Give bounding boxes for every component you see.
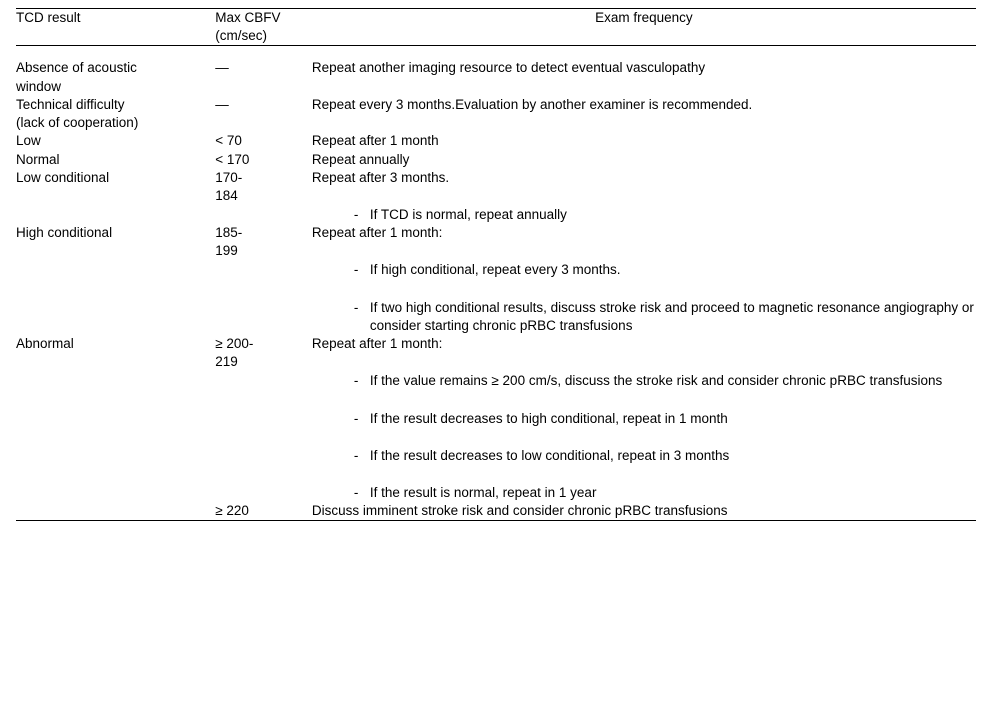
frequency-text: Repeat after 1 month xyxy=(311,133,439,149)
frequency-text: Discuss imminent stroke risk and consider chronic pRBC transfusions xyxy=(311,503,728,519)
bullet-dash-icon: - xyxy=(353,373,359,389)
result-line-1: Low xyxy=(16,133,41,149)
frequency-text: Repeat after 1 month: xyxy=(311,225,443,241)
result-line-1: Abnormal xyxy=(16,336,74,352)
result-line-1: Absence of acoustic xyxy=(16,60,137,76)
frequency-text: Repeat every 3 months.Evaluation by another examiner is recommended. xyxy=(311,96,753,112)
cell-exam-frequency xyxy=(312,96,976,132)
table-header xyxy=(16,9,976,46)
velocity-line-2: 219 xyxy=(215,354,238,370)
bullet-dash-icon: - xyxy=(353,299,359,315)
result-line-1: Normal xyxy=(16,151,60,167)
cell-tcd-result xyxy=(16,224,215,335)
frequency-text: Repeat another imaging resource to detect eventual vasculopathy xyxy=(311,60,706,76)
table-row xyxy=(16,224,976,335)
frequency-text: Repeat after 3 months. xyxy=(311,169,450,185)
table-row xyxy=(16,132,976,150)
result-line-2: window xyxy=(16,78,62,94)
bullet-dash-icon: - xyxy=(353,484,359,500)
cell-exam-frequency xyxy=(312,151,976,169)
cell-max-cbfv: ≥ 220 xyxy=(215,503,249,519)
column-header-tcd-result: TCD result xyxy=(16,10,81,25)
list-item xyxy=(312,484,976,502)
frequency-text: Repeat after 1 month: xyxy=(311,336,443,352)
list-item xyxy=(312,410,976,428)
bullet-text: If the result is normal, repeat in 1 year xyxy=(369,484,597,500)
cell-tcd-result xyxy=(16,132,215,150)
cell-tcd-result xyxy=(16,151,215,169)
column-header-max-cbfv-line2: (cm/sec) xyxy=(215,28,267,44)
table-row xyxy=(16,96,976,132)
cell-max-cbfv: < 70 xyxy=(215,133,242,149)
result-line-2: (lack of cooperation) xyxy=(16,115,139,131)
cell-max-cbfv: — xyxy=(215,60,229,76)
list-item xyxy=(312,261,976,279)
bullet-text: If TCD is normal, repeat annually xyxy=(369,206,567,222)
bullet-dash-icon: - xyxy=(353,410,359,426)
list-item xyxy=(312,447,976,465)
table-row xyxy=(16,169,976,224)
frequency-text: Repeat annually xyxy=(311,151,410,167)
list-item xyxy=(312,206,976,224)
cell-max-cbfv xyxy=(215,169,312,224)
bullet-dash-icon: - xyxy=(353,262,359,278)
cell-exam-frequency xyxy=(312,169,976,224)
cell-max-cbfv: < 170 xyxy=(215,151,250,167)
frequency-bullet-list xyxy=(312,372,976,502)
cell-exam-frequency xyxy=(312,224,976,335)
list-item xyxy=(312,372,976,390)
velocity-line-2: 199 xyxy=(215,243,238,259)
table-row xyxy=(16,502,976,521)
cell-tcd-result xyxy=(16,96,215,132)
bullet-text: If high conditional, repeat every 3 months. xyxy=(369,262,621,278)
cell-tcd-result xyxy=(16,46,215,96)
tcd-table-container xyxy=(16,0,976,521)
cell-exam-frequency xyxy=(312,132,976,150)
cell-exam-frequency xyxy=(312,46,976,96)
cell-max-cbfv xyxy=(215,224,312,335)
bullet-dash-icon: - xyxy=(353,447,359,463)
cell-max-cbfv: — xyxy=(215,96,229,112)
bullet-text: If the result decreases to low conditional, repeat in 3 months xyxy=(369,447,730,463)
velocity-line-2: 184 xyxy=(215,187,238,203)
cell-tcd-result xyxy=(16,169,215,224)
bullet-dash-icon: - xyxy=(353,206,359,222)
table-row xyxy=(16,46,976,96)
bullet-text: If the result decreases to high conditional, repeat in 1 month xyxy=(369,410,728,426)
cell-exam-frequency xyxy=(312,502,976,521)
cell-tcd-result xyxy=(16,502,215,521)
tcd-protocol-table xyxy=(16,8,976,521)
result-line-1: Technical difficulty xyxy=(16,96,125,112)
column-header-max-cbfv-line1: Max CBFV xyxy=(215,10,281,25)
table-header-row xyxy=(16,9,976,46)
cell-tcd-result xyxy=(16,335,215,502)
bullet-text: If the value remains ≥ 200 cm/s, discuss the stroke risk and consider chronic pRBC transfusions xyxy=(369,373,943,389)
cell-exam-frequency xyxy=(312,335,976,502)
frequency-bullet-list xyxy=(312,261,976,335)
table-body xyxy=(16,46,976,521)
velocity-line-1: 185- xyxy=(215,225,243,241)
bullet-text: If two high conditional results, discuss stroke risk and proceed to magnetic resonance angiography or consider starting chronic pRBC transfusions xyxy=(369,299,974,333)
result-line-1: High conditional xyxy=(16,225,113,241)
cell-max-cbfv xyxy=(215,335,312,502)
table-row xyxy=(16,335,976,502)
result-line-1: Low conditional xyxy=(16,169,110,185)
column-header-max-cbfv xyxy=(215,9,312,46)
velocity-line-1: ≥ 200- xyxy=(215,336,254,352)
frequency-bullet-list xyxy=(312,206,976,224)
list-item xyxy=(312,299,976,335)
column-header-exam-frequency: Exam frequency xyxy=(595,10,693,25)
table-row xyxy=(16,151,976,169)
velocity-line-1: 170- xyxy=(215,169,243,185)
